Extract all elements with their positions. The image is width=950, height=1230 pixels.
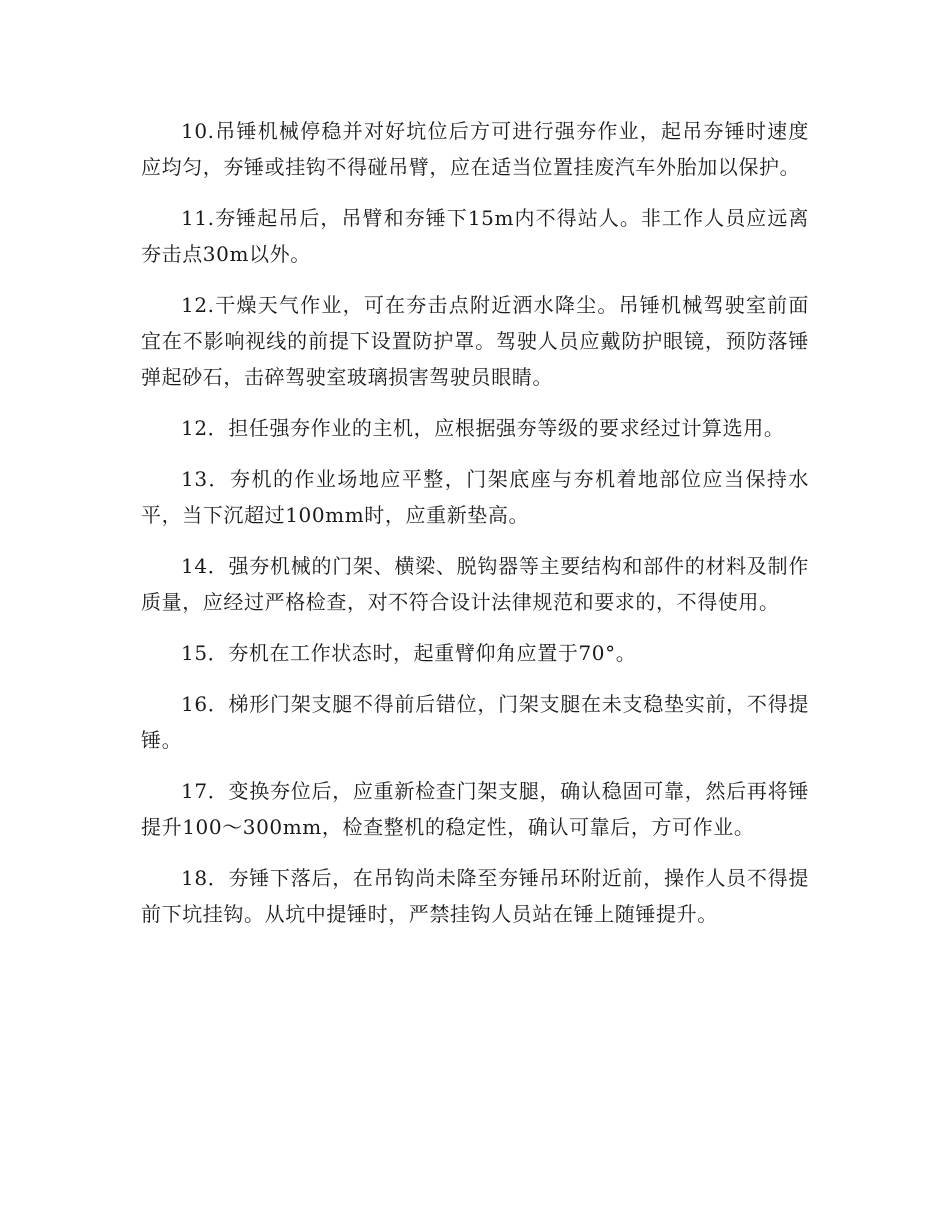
paragraph-item-17: 17．变换夯位后，应重新检查门架支腿，确认稳固可靠，然后再将锤提升100～300mm，检查整机的稳定性，确认可靠后，方可作业。 (141, 779, 809, 839)
paragraph-item-14: 14．强夯机械的门架、横梁、脱钩器等主要结构和部件的材料及制作质量，应经过严格检查，对不符合设计法律规范和要求的，不得使用。 (141, 554, 809, 614)
paragraph-item-13: 13．夯机的作业场地应平整，门架底座与夯机着地部位应当保持水平，当下沉超过100mm时，应重新垫高。 (141, 467, 809, 527)
paragraph-item-10: 10.吊锤机械停稳并对好坑位后方可进行强夯作业，起吊夯锤时速度应均匀，夯锤或挂钩不得碰吊臂，应在适当位置挂废汽车外胎加以保护。 (141, 119, 809, 179)
paragraph-item-15: 15．夯机在工作状态时，起重臂仰角应置于70°。 (181, 641, 637, 665)
document-body (141, 113, 809, 947)
paragraph-item-16: 16．梯形门架支腿不得前后错位，门架支腿在未支稳垫实前，不得提锤。 (141, 692, 809, 752)
paragraph-item-12a: 12.干燥天气作业，可在夯击点附近洒水降尘。吊锤机械驾驶室前面宜在不影响视线的前提下设置防护罩。驾驶人员应戴防护眼镜，预防落锤弹起砂石，击碎驾驶室玻璃损害驾驶员眼睛。 (141, 293, 809, 389)
paragraph-item-11: 11.夯锤起吊后，吊臂和夯锤下15m内不得站人。非工作人员应远离夯击点30m以外。 (141, 206, 809, 266)
paragraph-item-12b: 12．担任强夯作业的主机，应根据强夯等级的要求经过计算选用。 (181, 416, 785, 440)
paragraph-item-18: 18．夯锤下落后，在吊钩尚未降至夯锤吊环附近前，操作人员不得提前下坑挂钩。从坑中提锤时，严禁挂钩人员站在锤上随锤提升。 (141, 866, 809, 926)
